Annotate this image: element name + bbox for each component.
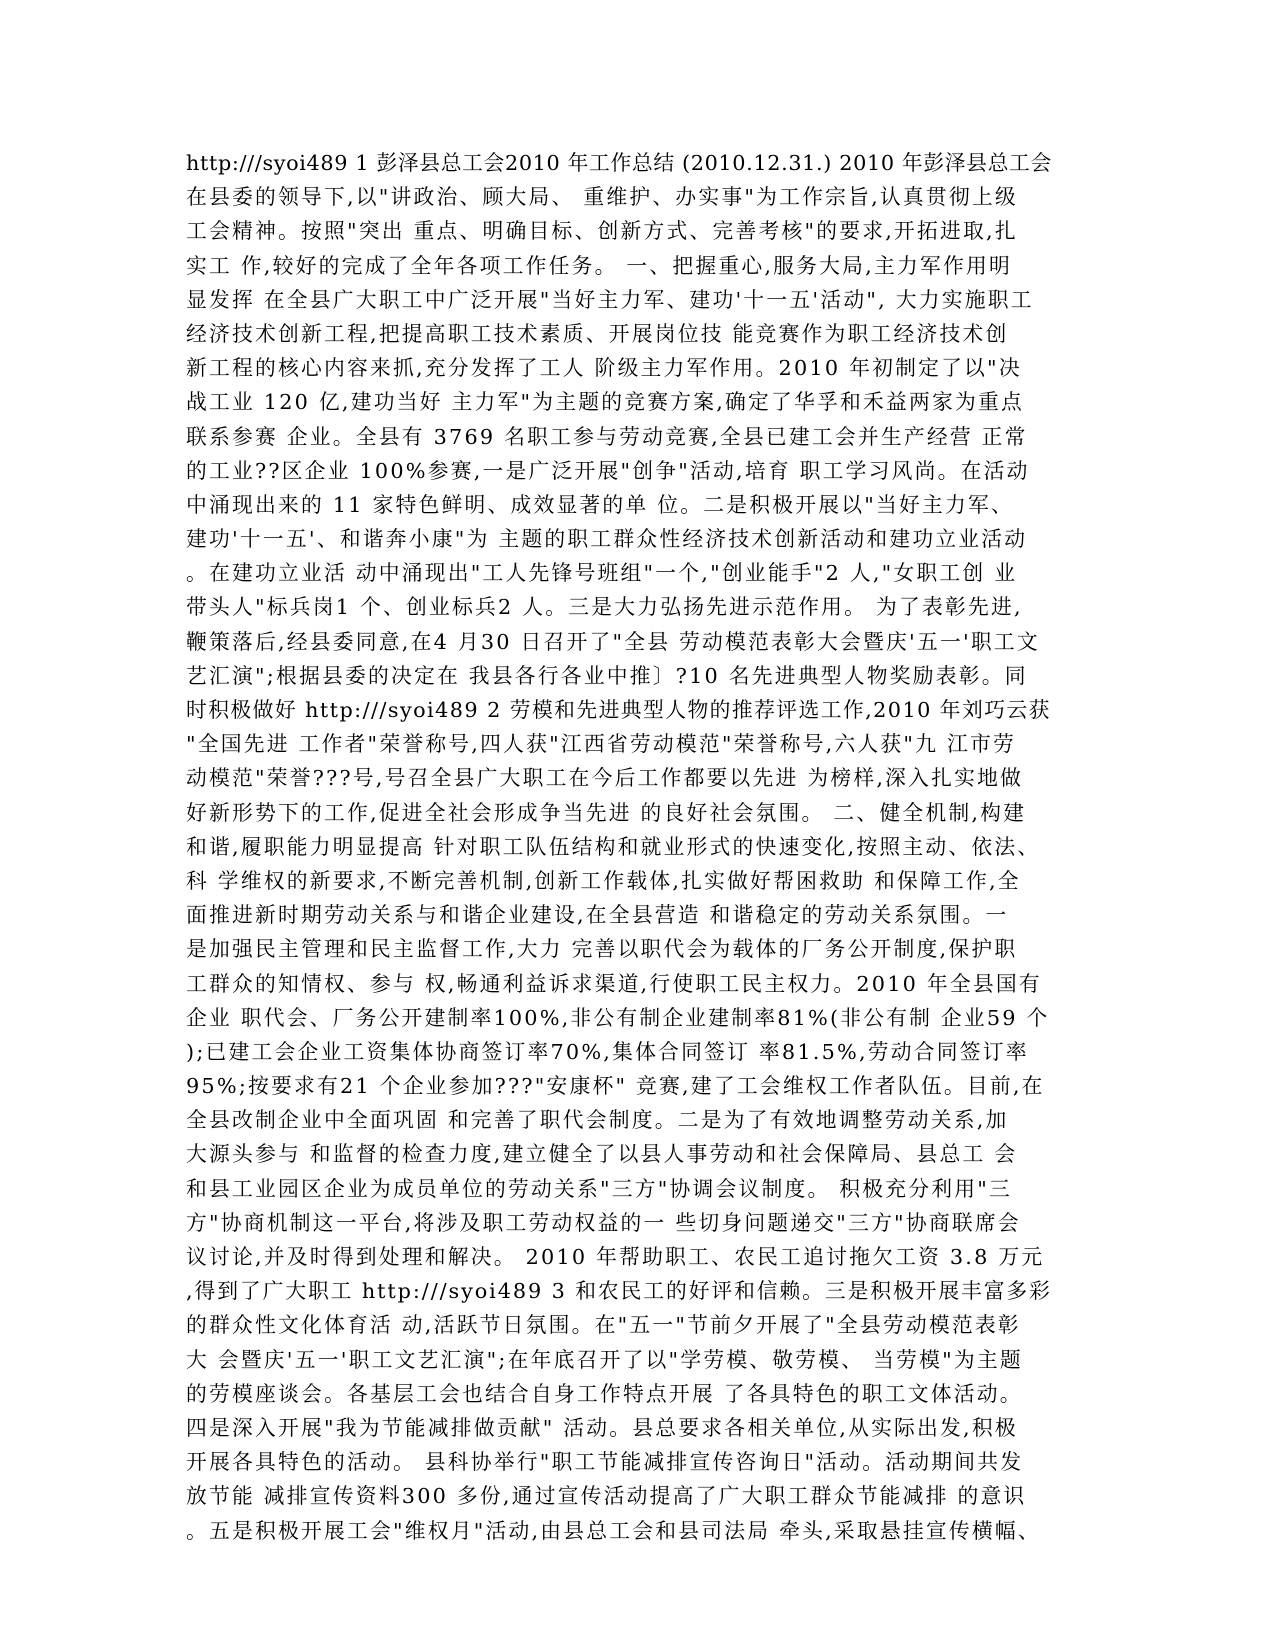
- text-line: "全国先进 工作者"荣誉称号,四人获"江西省劳动模范"荣誉称号,六人获"九 江市劳: [186, 732, 1016, 757]
- text-line: http:///syoi489 1 彭泽县总工会2010 年工作总结 (2010.12.31.) 2010 年彭泽县总工会: [186, 151, 1052, 175]
- text-line: 企业 职代会、厂务公开建制率100%,非公有制企业建制率81%(非公有制 企业59 个: [186, 1005, 1050, 1030]
- text-line: ,得到了广大职工 http:///syoi489 3 和农民工的好评和信赖。三是积极开展丰富多彩: [186, 1279, 1052, 1304]
- text-line: 经济技术创新工程,把提高职工技术素质、开展岗位技 能竞赛作为职工经济技术创: [186, 321, 1009, 346]
- text-line: 大源头参与 和监督的检查力度,建立健全了以县人事劳动和社会保障局、县总工 会: [186, 1142, 1018, 1167]
- document-page: [186, 146, 1086, 1548]
- text-line: 。在建功立业活 动中涌现出"工人先锋号班组"一个,"创业能手"2 人,"女职工创 业: [186, 561, 1018, 586]
- text-line: 动模范"荣誉???号,号召全县广大职工在今后工作都要以先进 为榜样,深入扎实地做: [186, 766, 1024, 791]
- text-line: 显发挥 在全县广大职工中广泛开展"当好主力军、建功'十一五'活动", 大力实施职工: [186, 287, 1034, 312]
- text-line: 的群众性文化体育活 动,活跃节日氛围。在"五一"节前夕开展了"全县劳动模范表彰: [186, 1313, 1021, 1338]
- text-line: 战工业 120 亿,建功当好 主力军"为主题的竞赛方案,确定了华孚和禾益两家为重点: [186, 390, 1025, 415]
- text-line: 工会精神。按照"突出 重点、明确目标、创新方式、完善考核"的要求,开拓进取,扎: [186, 219, 1018, 244]
- document-body: [186, 146, 1086, 1548]
- text-line: 的工业??区企业 100%参赛,一是广泛开展"创争"活动,培育 职工学习风尚。在活动: [186, 458, 1030, 483]
- text-line: 联系参赛 企业。全县有 3769 名职工参与劳动竞赛,全县已建工会并生产经营 正常: [186, 424, 1028, 449]
- text-line: 新工程的核心内容来抓,充分发挥了工人 阶级主力军作用。2010 年初制定了以"决: [186, 356, 1022, 381]
- text-line: 和谐,履职能力明显提高 针对职工队伍结构和就业形式的快速变化,按照主动、依法、: [186, 834, 1041, 859]
- text-line: 带头人"标兵岗1 个、创业标兵2 人。三是大力弘扬先进示范作用。 为了表彰先进,: [186, 595, 1023, 620]
- text-line: 科 学维权的新要求,不断完善机制,创新工作载体,扎实做好帮困救助 和保障工作,全: [186, 868, 1021, 893]
- text-line: 95%;按要求有21 个企业参加???"安康杯" 竞赛,建了工会维权工作者队伍。目前,在: [186, 1074, 1045, 1099]
- text-line: 是加强民主管理和民主监督工作,大力 完善以职代会为载体的厂务公开制度,保护职: [186, 937, 1018, 962]
- text-line: 全县改制企业中全面巩固 和完善了职代会制度。二是为了有效地调整劳动关系,加: [186, 1108, 1009, 1133]
- text-line: 时积极做好 http:///syoi489 2 劳模和先进典型人物的推荐评选工作,2010 年刘巧云获: [186, 698, 1051, 722]
- text-line: 四是深入开展"我为节能减排做贡献" 活动。县总要求各相关单位,从实际出发,积极: [186, 1415, 1018, 1440]
- text-line: );已建工会企业工资集体协商签订率70%,集体合同签订 率81.5%,劳动合同签订率: [186, 1039, 1029, 1064]
- text-line: 的劳模座谈会。各基层工会也结合自身工作特点开展 了各具特色的职工文体活动。: [186, 1381, 1023, 1406]
- text-line: 鞭策落后,经县委同意,在4 月30 日召开了"全县 劳动模范表彰大会暨庆'五一'职工文: [186, 629, 1040, 654]
- text-line: 大 会暨庆'五一'职工文艺汇演";在年底召开了以"学劳模、敬劳模、 当劳模"为主题: [186, 1347, 1023, 1372]
- text-line: 开展各具特色的活动。 县科协举行"职工节能减排宣传咨询日"活动。活动期间共发: [186, 1450, 1024, 1475]
- text-line: 工群众的知情权、参与 权,畅通利益诉求渠道,行使职工民主权力。2010 年全县国有: [186, 971, 1042, 996]
- text-line: 方"协商机制这一平台,将涉及职工劳动权益的一 些切身问题递交"三方"协商联席会: [186, 1210, 1021, 1235]
- text-line: 实工 作,较好的完成了全年各项工作任务。 一、把握重心,服务大局,主力军作用明: [186, 253, 1012, 278]
- text-line: 建功'十一五'、和谐奔小康"为 主题的职工群众性经济技术创新活动和建功立业活动: [186, 527, 1028, 552]
- text-line: 面推进新时期劳动关系与和谐企业建设,在全县营造 和谐稳定的劳动关系氛围。一: [186, 903, 1009, 928]
- text-line: 艺汇演";根据县委的决定在 我县各行各业中推〕?10 名先进典型人物奖励表彰。同: [186, 663, 1028, 688]
- text-line: 放节能 减排宣传资料300 多份,通过宣传活动提高了广大职工群众节能减排 的意识: [186, 1484, 1027, 1509]
- text-line: 在县委的领导下,以"讲政治、顾大局、 重维护、办实事"为工作宗旨,认真贯彻上级: [186, 185, 1018, 210]
- text-line: 中涌现出来的 11 家特色鲜明、成效显著的单 位。二是积极开展以"当好主力军、: [186, 492, 1014, 517]
- text-line: 和县工业园区企业为成员单位的劳动关系"三方"协调会议制度。 积极充分利用"三: [186, 1176, 1012, 1201]
- text-line: 议讨论,并及时得到处理和解决。 2010 年帮助职工、农民工追讨拖欠工资 3.8 万元: [186, 1245, 1045, 1269]
- text-line: 。五是积极开展工会"维权月"活动,由县总工会和县司法局 牵头,采取悬挂宣传横幅、: [186, 1518, 1041, 1543]
- text-line: 好新形势下的工作,促进全社会形成争当先进 的良好社会氛围。 二、健全机制,构建: [186, 800, 1027, 825]
